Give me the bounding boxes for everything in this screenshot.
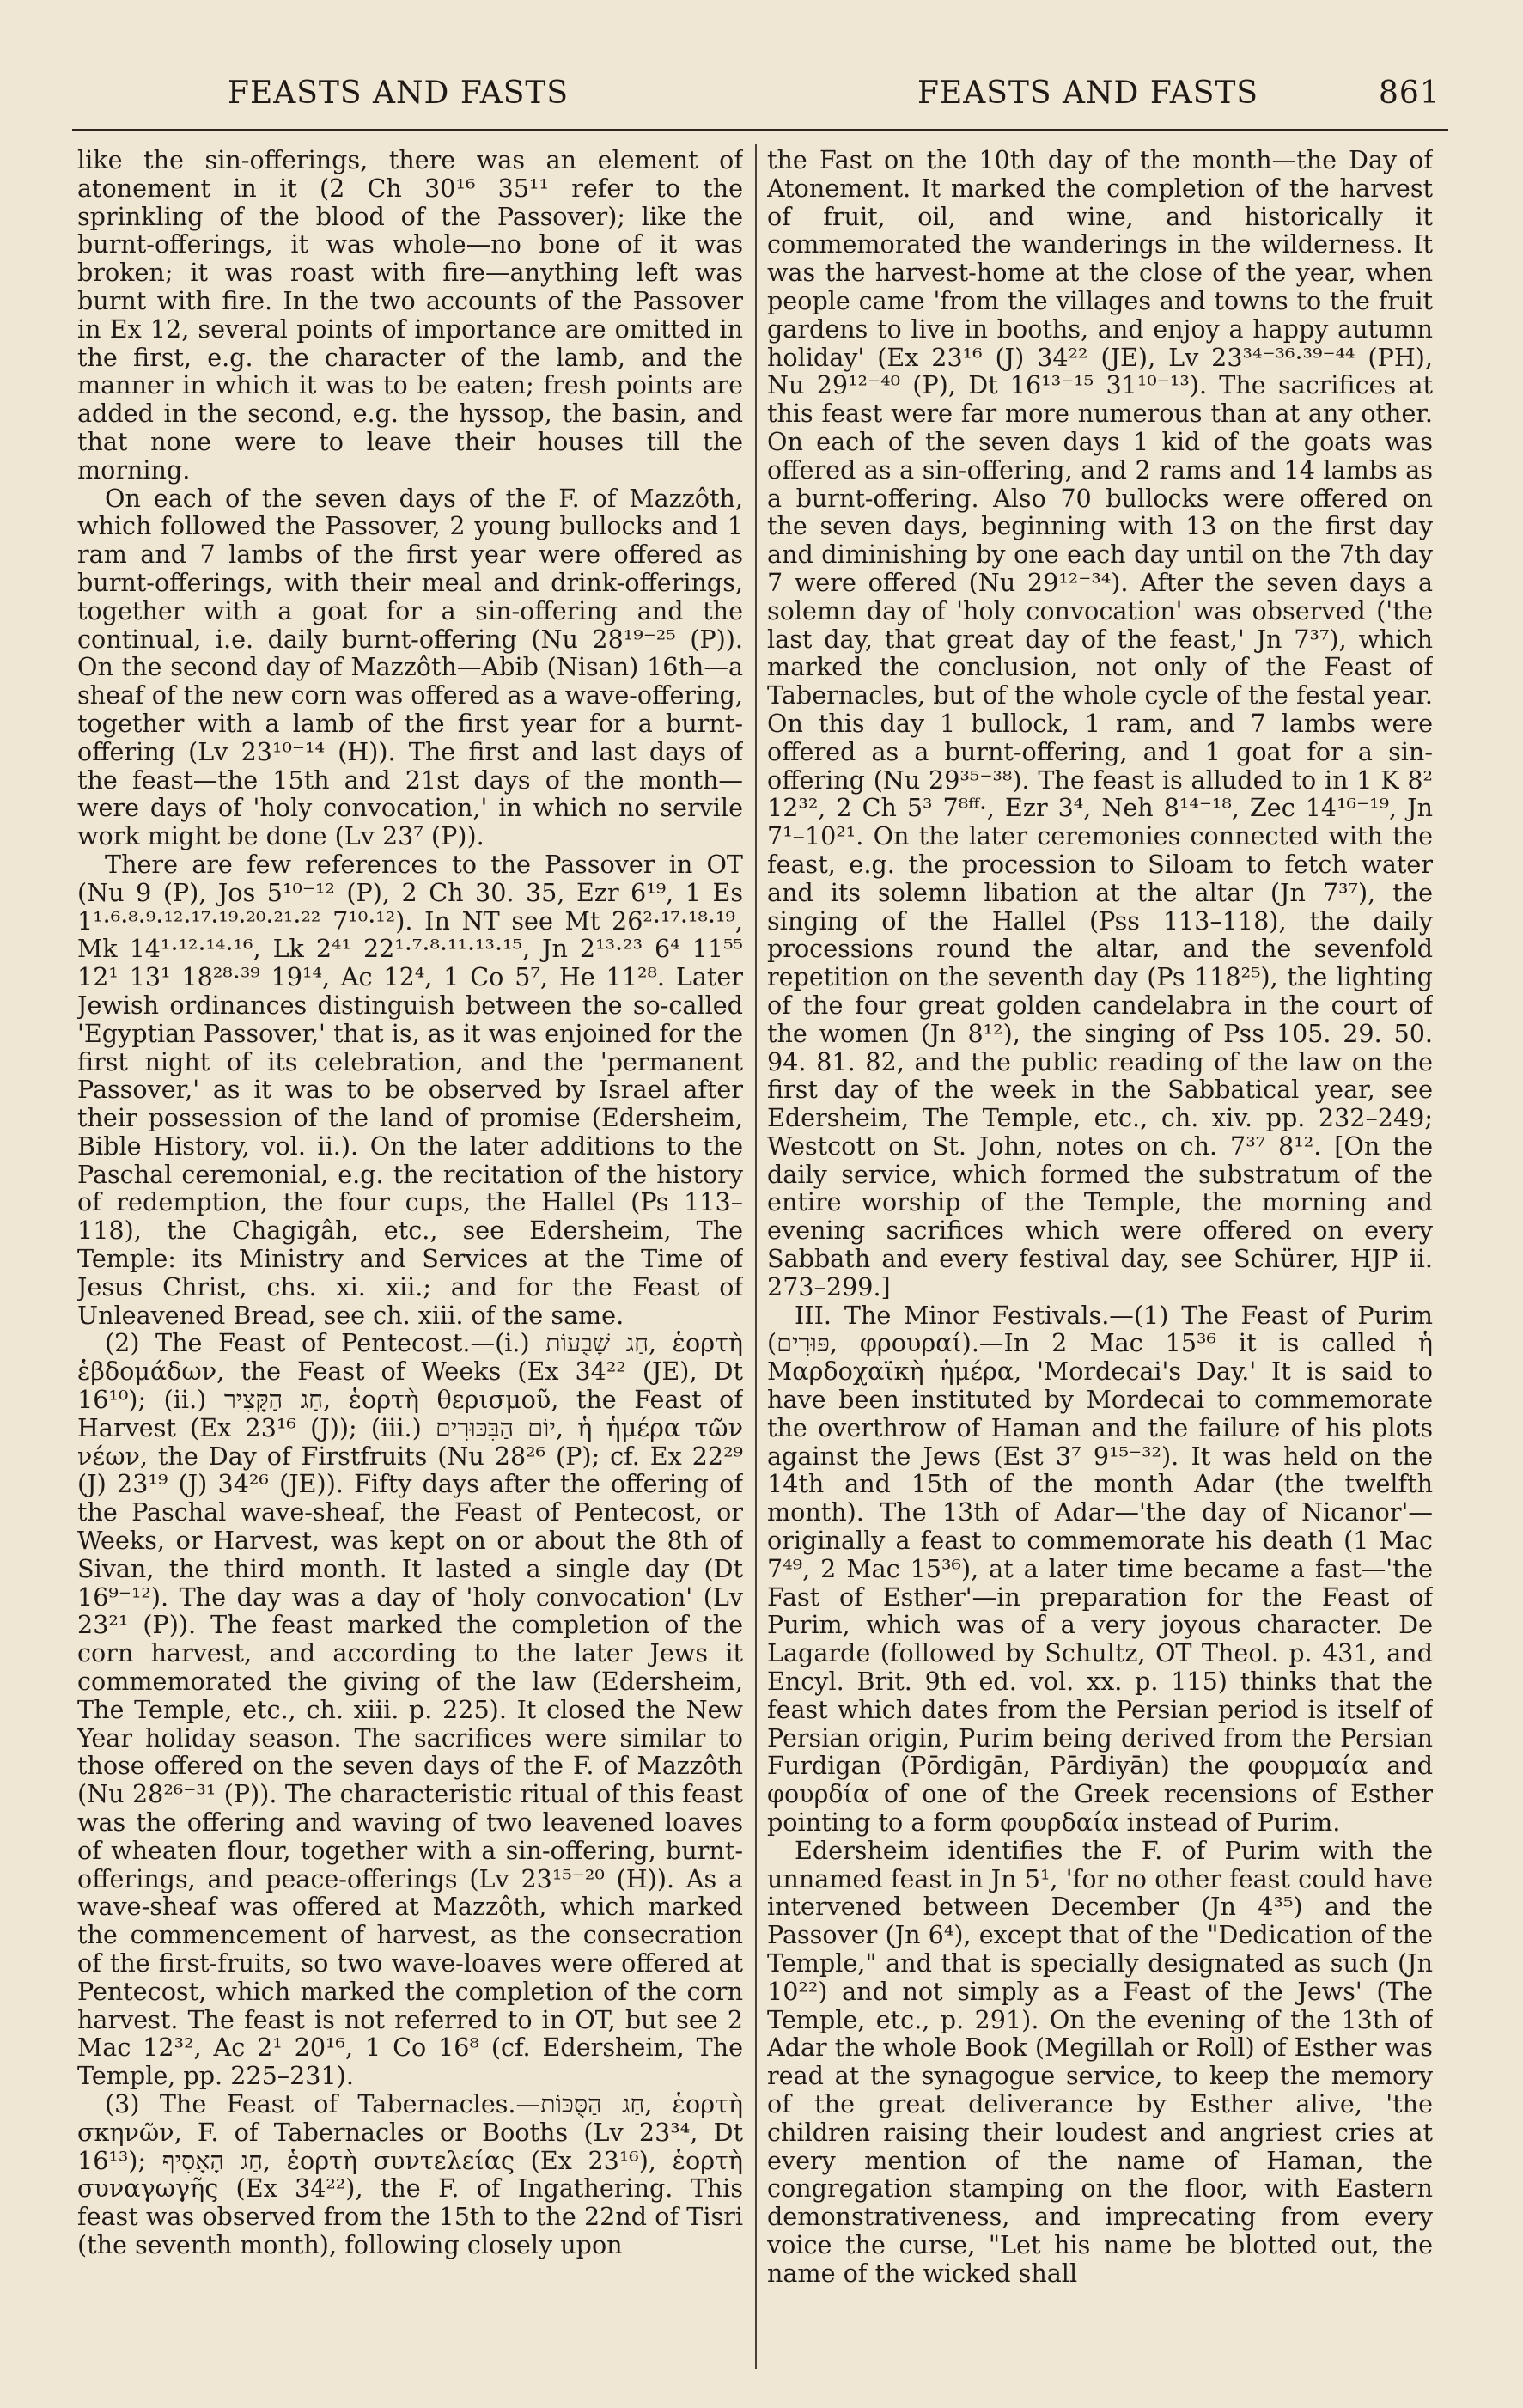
column-divider — [755, 144, 757, 2369]
paragraph: (2) The Feast of Pentecost.—(i.) חַג שָׁבֻעוֹת, ἑορτὴ ἑβδομάδων, the Feast of Weeks (Ex 34²² (JE), Dt 16¹⁰); (ii.) חַג הַקָּצִיר, ἑορτὴ θερισμοῦ, the Feast of Harvest (Ex 23¹⁶ (J)); (iii.) יוֹם הַבִּכּוּרִים, ἡ ἡμέρα τῶν νέων, the Day of Firstfruits (Nu 28²⁶ (P); cf. Ex 22²⁹ (J) 23¹⁹ (J) 34²⁶ (JE)). Fifty days after the offering of the Paschal wave-sheaf, the Feast of Pentecost, or Weeks, or Harvest, was kept on or about the 8th of Sivan, the third month. It lasted a single day (Dt 16⁹⁻¹²). The day was a day of 'holy convocation' (Lv 23²¹ (P)). The feast marked the completion of the corn harvest, and according to the later Jews it commemorated the giving of the law (Edersheim, The Temple, etc., ch. xiii. p. 225). It closed the New Year holiday season. The sacrifices were similar to those offered on the seven days of the F. of Mazzôth (Nu 28²⁶⁻³¹ (P)). The characteristic ritual of this feast was the offering and waving of two leavened loaves of wheaten flour, together with a sin-offering, burnt-offerings, and peace-offerings (Lv 23¹⁵⁻²⁰ (H)). As a wave-sheaf was offered at Mazzôth, which marked the commencement of harvest, as the consecration of the first-fruits, so two wave-loaves were offered at Pentecost, which marked the completion of the corn harvest. The feast is not referred to in OT, but see 2 Mac 12³², Ac 2¹ 20¹⁶, 1 Co 16⁸ (cf. Edersheim, The Temple, pp. 225–231). — [77, 1328, 743, 2091]
running-header-right: FEASTS AND FASTS — [917, 76, 1259, 111]
paragraph: the Fast on the 10th day of the month—the Day of Atonement. It marked the completion of the harvest of fruit, oil, and wine, and historically it commemorated the wanderings in the wilderness. It was the harvest-home at the close of the year, when people came 'from the villages and towns to the fruit gardens to live in booths, and enjoy a happy autumn holiday' (Ex 23¹⁶ (J) 34²² (JE), Lv 23³⁴⁻³⁶·³⁹⁻⁴⁴ (PH), Nu 29¹²⁻⁴⁰ (P), Dt 16¹³⁻¹⁵ 31¹⁰⁻¹³). The sacrifices at this feast were far more numerous than at any other. On each of the seven days 1 kid of the goats was offered as a sin-offering, and 2 rams and 14 lambs as a burnt-offering. Also 70 bullocks were offered on the seven days, beginning with 13 on the first day and diminishing by one each day until on the 7th day 7 were offered (Nu 29¹²⁻³⁴). After the seven days a solemn day of 'holy convocation' was observed ('the last day, that great day of the feast,' Jn 7³⁷), which marked the conclusion, not only of the Feast of Tabernacles, but of the whole cycle of the festal year. On this day 1 bullock, 1 ram, and 7 lambs were offered as a burnt-offering, and 1 goat for a sin-offering (Nu 29³⁵⁻³⁸). The feast is alluded to in 1 K 8² 12³², 2 Ch 5³ 7⁸ᶠᶠ·, Ezr 3⁴, Neh 8¹⁴⁻¹⁸, Zec 14¹⁶⁻¹⁹, Jn 7¹–10²¹. On the later ceremonies connected with the feast, e.g. the procession to Siloam to fetch water and its solemn libation at the altar (Jn 7³⁷), the singing of the Hallel (Pss 113–118), the daily processions round the altar, and the sevenfold repetition on the seventh day (Ps 118²⁵), the lighting of the four great golden candelabra in the court of the women (Jn 8¹²), the singing of Pss 105. 29. 50. 94. 81. 82, and the public reading of the law on the first day of the week in the Sabbatical year, see Edersheim, The Temple, etc., ch. xiv. pp. 232–249; Westcott on St. John, notes on ch. 7³⁷ 8¹². [On the daily service, which formed the substratum of the entire worship of the Temple, the morning and evening sacrifices which were offered on every Sabbath and every festival day, see Schürer, HJP ii. 273–299.] — [767, 146, 1433, 1302]
paragraph: On each of the seven days of the F. of Mazzôth, which followed the Passover, 2 young bullocks and 1 ram and 7 lambs of the first year were offered as burnt-offerings, with their meal and drink-offerings, together with a goat for a sin-offering and the continual, i.e. daily burnt-offering (Nu 28¹⁹⁻²⁵ (P)). On the second day of Mazzôth—Abib (Nisan) 16th—a sheaf of the new corn was offered as a wave-offering, together with a lamb of the first year for a burnt-offering (Lv 23¹⁰⁻¹⁴ (H)). The first and last days of the feast—the 15th and 21st days of the month—were days of 'holy convocation,' in which no servile work might be done (Lv 23⁷ (P)). — [77, 483, 743, 851]
running-header-left: FEASTS AND FASTS — [228, 76, 570, 111]
right-column — [767, 146, 1433, 2367]
left-column — [77, 146, 743, 2367]
page-number: 861 — [1379, 76, 1441, 111]
paragraph: Edersheim identifies the F. of Purim with the unnamed feast in Jn 5¹, 'for no other feast could have intervened between December (Jn 4³⁵) and the Passover (Jn 6⁴), except that of the "Dedication of the Temple," and that is specially designated as such (Jn 10²²) and not simply as a Feast of the Jews' (The Temple, etc., p. 291). On the evening of the 13th of Adar the whole Book (Megillah or Roll) of Esther was read at the synagogue service, to keep the memory of the great deliverance by Esther alive, 'the children raising their loudest and angriest cries at every mention of the name of Haman, the congregation stamping on the floor, with Eastern demonstrativeness, and imprecating from every voice the curse, "Let his name be blotted out, the name of the wicked shall — [767, 1835, 1433, 2288]
paragraph: like the sin-offerings, there was an element of atonement in it (2 Ch 30¹⁶ 35¹¹ refer to the sprinkling of the blood of the Passover); like the burnt-offerings, it was whole—no bone of it was broken; it was roast with fire—anything left was burnt with fire. In the two accounts of the Passover in Ex 12, several points of importance are omitted in the first, e.g. the character of the lamb, and the manner in which it was to be eaten; fresh points are added in the second, e.g. the hyssop, the basin, and that none were to leave their houses till the morning. — [77, 146, 743, 485]
paragraph: III. The Minor Festivals.—(1) The Feast of Purim (פּוּרִים, φρουραί).—In 2 Mac 15³⁶ it is called ἡ Μαρδοχαϊκὴ ἡμέρα, 'Mordecai's Day.' It is said to have been instituted by Mordecai to commemorate the overthrow of Haman and the failure of his plots against the Jews (Est 3⁷ 9¹⁵⁻³²). It was held on the 14th and 15th of the month Adar (the twelfth month). The 13th of Adar—'the day of Nicanor'—originally a feast to commemorate his death (1 Mac 7⁴⁹, 2 Mac 15³⁶), at a later time became a fast—'the Fast of Esther'—in preparation for the Feast of Purim, which was of a very joyous character. De Lagarde (followed by Schultz, OT Theol. p. 431, and Encyl. Brit. 9th ed. vol. xx. p. 115) thinks that the feast which dates from the Persian period is itself of Persian origin, Purim being derived from the Persian Furdigan (Pōrdigān, Pārdiyān) the φουρμαία and φουρδία of one of the Greek recensions of Esther pointing to a form φουρδαία instead of Purim. — [767, 1300, 1433, 1838]
paragraph: There are few references to the Passover in OT (Nu 9 (P), Jos 5¹⁰⁻¹² (P), 2 Ch 30. 35, Ezr 6¹⁹, 1 Es 1¹·⁶·⁸·⁹·¹²·¹⁷·¹⁹·²⁰·²¹·²² 7¹⁰·¹²). In NT see Mt 26²·¹⁷·¹⁸·¹⁹, Mk 14¹·¹²·¹⁴·¹⁶, Lk 2⁴¹ 22¹·⁷·⁸·¹¹·¹³·¹⁵, Jn 2¹³·²³ 6⁴ 11⁵⁵ 12¹ 13¹ 18²⁸·³⁹ 19¹⁴, Ac 12⁴, 1 Co 5⁷, He 11²⁸. Later Jewish ordinances distinguish between the so-called 'Egyptian Passover,' that is, as it was enjoined for the first night of its celebration, and the 'permanent Passover,' as it was to be observed by Israel after their possession of the land of promise (Edersheim, Bible History, vol. ii.). On the later additions to the Paschal ceremonial, e.g. the recitation of the history of redemption, the four cups, the Hallel (Ps 113–118), the Chagigâh, etc., see Edersheim, The Temple: its Ministry and Services at the Time of Jesus Christ, chs. xi. xii.; and for the Feast of Unleavened Bread, see ch. xiii. of the same. — [77, 849, 743, 1330]
paragraph: (3) The Feast of Tabernacles.—חַג הַסֻּכּוֹת, ἑορτὴ σκηνῶν, F. of Tabernacles or Booths (Lv 23³⁴, Dt 16¹³); חַג הָאָסִיף, ἑορτὴ συντελείας (Ex 23¹⁶), ἑορτὴ συναγωγῆς (Ex 34²²), the F. of Ingathering. This feast was observed from the 15th to the 22nd of Tisri (the seventh month), following closely upon — [77, 2088, 743, 2259]
header-rule — [72, 129, 1448, 131]
